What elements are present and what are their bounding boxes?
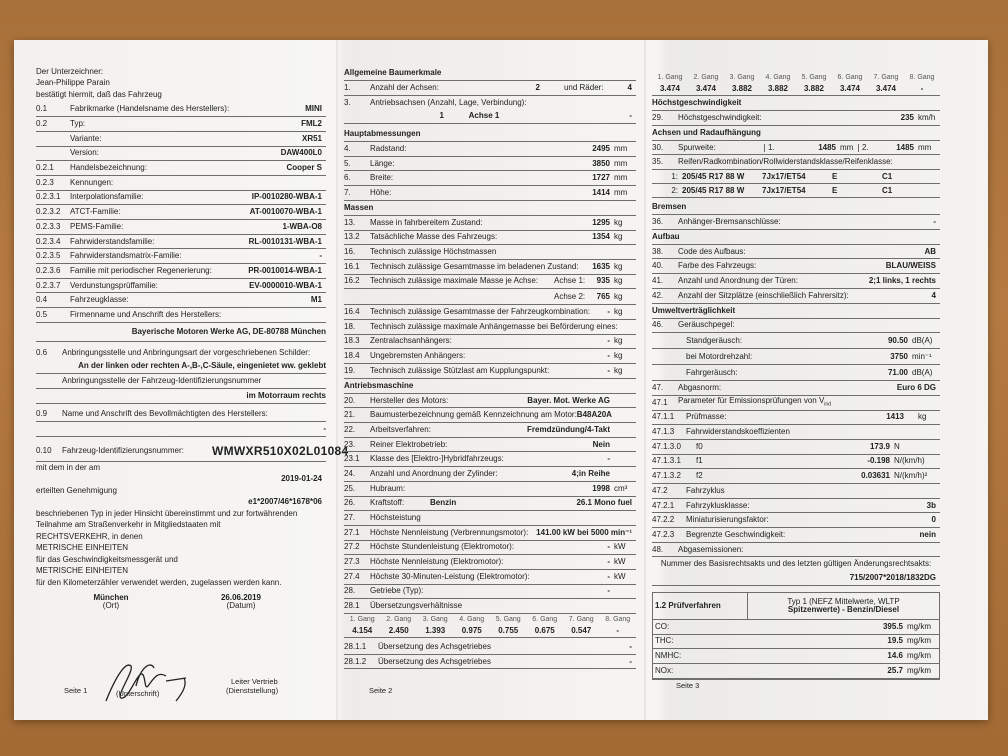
noise-row: Standgeräusch: 90.50 dB(A) (652, 333, 940, 349)
page1-rows (36, 103, 326, 323)
approval-value: e1*2007/46*1678*06 (248, 497, 322, 507)
table-row: 24. Anzahl und Anordnung der Zylinder: 4;in Reihe (344, 467, 636, 482)
sign-date-value: 26.06.2019 (220, 593, 262, 603)
row-36: 36. Anhänger-Bremsanschlüsse: - (652, 215, 940, 230)
power-rows (344, 541, 636, 614)
mass-rows (344, 216, 636, 275)
section-heading: Antriebsmaschine (344, 379, 636, 394)
row-47: 47. Abgasnorm: Euro 6 DG (652, 381, 940, 396)
table-row: 18.3 Zentralachsanhängers: - kg (344, 335, 636, 350)
place-value: München (93, 593, 129, 603)
gear-labels (344, 614, 636, 625)
gear-value: 4.154 (352, 626, 373, 635)
body-rows (652, 245, 940, 304)
intro-line: Jean-Philippe Parain (36, 78, 110, 88)
gear-label: 6. Gang (532, 616, 558, 623)
emissions-rows (653, 620, 939, 679)
table-row: 13. Masse in fahrbereitem Zustand: 1295 kg (344, 216, 636, 231)
text-line: beschriebenen Typ in jeder Hinsicht übereinstimmt und zur fortwährenden (36, 508, 298, 518)
row-16-2: 16.2 Technisch zulässige maximale Masse je Achse: Achse 1: 935 kg (344, 275, 636, 290)
section-heading: Hauptabmessungen (344, 127, 636, 142)
table-row: 13.2 Tatsächliche Masse des Fahrzeugs: 1354 kg (344, 231, 636, 246)
table-row: 21. Baumusterbezeichnung gemäß Kennzeichnung am Motor: B48A20A (344, 408, 636, 423)
row-35: 35. Reifen/Radkombination/Rollwiderstandsklasse/Reifenklasse: (652, 155, 940, 170)
row-46: 46. Geräuschpegel: (652, 319, 940, 334)
page-2 (344, 66, 636, 669)
table-row: 0.2.3.4 Fahrwiderstandsfamilie: RL-0010131-WBA-1 (36, 235, 326, 250)
row-16-2-axle2: Achse 2: 765 kg (344, 289, 636, 305)
emission-row: NOx: 25.7 mg/km (653, 664, 939, 679)
table-row: 47.2.2 Miniaturisierungsfaktor: 0 (652, 513, 940, 528)
test-type-line-2: Spitzenwerte) - Benzin/Diesel (787, 604, 900, 614)
table-row: 47.1.3.1 f1 -0.198 N/(km/h) (652, 455, 940, 470)
gear-label: 8. Gang (605, 616, 631, 623)
emissions-header (653, 593, 939, 620)
table-row: 18. Technisch zulässige maximale Anhängemasse bei Beförderung eines: (344, 320, 636, 335)
row-0-6: 0.6 Anbringungsstelle und Anbringungsart der vorgeschriebenen Schilder: (36, 347, 311, 357)
noise-row: bei Motordrehzahl: 3750 min⁻¹ (652, 349, 940, 365)
table-row: 0.2.3.2 ATCT-Familie: AT-0010070-WBA-1 (36, 205, 326, 220)
table-row: 28. Getriebe (Typ): - (344, 585, 636, 600)
page-3 (652, 72, 940, 680)
row-29: 29. Höchstgeschwindigkeit: 235 km/h (652, 111, 940, 126)
gear-values (344, 625, 636, 638)
table-row: 0.2.3.7 Verdunstungsprüffamilie: EV-0000010-WBA-1 (36, 279, 326, 294)
representative-value: - (36, 422, 326, 437)
row-28-1-2: 28.1.2 Übersetzung des Achsgetriebes - (344, 655, 636, 670)
section-heading: Allgemeine Baumerkmale (344, 66, 636, 81)
table-row: 0.2.3.5 Fahrwiderstandsmatrix-Familie: - (36, 249, 326, 264)
gear-value: 2.450 (388, 626, 409, 635)
vin-location-row: Anbringungsstelle der Fahrzeug-Identifizierungsnummer (36, 374, 326, 389)
table-row: 19. Technisch zulässige Stützlast am Kupplungspunkt: - kg (344, 364, 636, 379)
sign-date-label: (Datum) (226, 601, 256, 611)
date-label: mit dem in der am (36, 462, 101, 472)
gear-label: 5. Gang (495, 616, 521, 623)
position-value: Leiter Vertrieb (231, 677, 278, 686)
gear-label: 3. Gang (729, 74, 755, 81)
section-heading: Umweltverträglichkeit (652, 304, 940, 319)
row-28-1-1: 28.1.1 Übersetzung des Achsgetriebes - (344, 640, 636, 655)
gear-value: 0.547 (571, 626, 592, 635)
section-heading: Aufbau (652, 230, 940, 245)
row-0-10: 0.10 Fahrzeug-Identifizierungsnummer: WMWXR510X02L01084 (36, 441, 326, 462)
gear-label: 7. Gang (873, 74, 899, 81)
table-row: 16.1 Technisch zulässige Gesamtmasse im beladenen Zustand: 1635 kg (344, 260, 636, 275)
table-row: 23. Reiner Elektrobetrieb: Nein (344, 438, 636, 453)
text-line: RECHTSVERKEHR, in denen (36, 531, 143, 541)
gear-value: 3.474 (695, 84, 717, 93)
row-3: 3. Antriebsachsen (Anzahl, Lage, Verbindung): (344, 97, 527, 107)
page-number: Seite 2 (369, 686, 393, 695)
section-heading: Achsen und Radaufhängung (652, 126, 940, 141)
table-row: 0.2.1 Handelsbezeichnung: Cooper S (36, 161, 326, 176)
text-line: für den Kilometerzähler verwendet werden, zugelassen werden kann. (36, 577, 282, 587)
table-row: 23.1 Klasse des [Elektro-]Hybridfahrzeugs: - (344, 452, 636, 467)
page-number: Seite 1 (64, 686, 88, 695)
plate-location-value: An der linken oder rechten A-,B-,C-Säule, eingenietet ww. geklebt (36, 360, 326, 375)
approval-label: erteilten Genehmigung (36, 485, 117, 495)
gear-label: 3. Gang (422, 616, 448, 623)
row-48: 48. Abgasemissionen: (652, 543, 940, 558)
tyre-rows (652, 170, 940, 198)
legal-act-value: 715/2007*2018/1832DG (652, 571, 940, 586)
gear-label: 1. Gang (657, 74, 683, 81)
gear-value: 3.882 (731, 84, 753, 93)
row-27: 27. Höchsteistung (344, 511, 636, 526)
dims-rows (344, 142, 636, 201)
table-row: 20. Hersteller des Motors: Bayer. Mot. Werke AG (344, 394, 636, 409)
row-1: 1. Anzahl der Achsen: 2 und Räder: 4 (344, 81, 636, 96)
place-label: (Ort) (102, 601, 120, 611)
table-row: 47.2.3 Begrenzte Geschwindigkeit: nein (652, 528, 940, 543)
gear-value: 0.755 (498, 626, 519, 635)
intro-line: bestätigt hiermit, daß das Fahrzeug (36, 89, 162, 99)
coeff-rows (652, 440, 940, 484)
test-type-line-1: Typ 1 (NEFZ Mittelwerte, WLTP (787, 596, 900, 606)
test-procedure-label: 1.2 Prüfverfahren (653, 593, 748, 619)
table-row: 0.2.3.6 Familie mit periodischer Regenerierung: PR-0010014-WBA-1 (36, 264, 326, 279)
gear-value: 1.393 (425, 626, 446, 635)
gear-values (652, 83, 940, 96)
table-row: 5. Länge: 3850 mm (344, 157, 636, 172)
gear-label: 2. Gang (386, 616, 412, 623)
gear-value: 3.474 (839, 84, 861, 93)
table-row: 47.2.1 Fahrzyklusklasse: 3b (652, 499, 940, 514)
row-27-1: 27.1 Höchste Nennleistung (Verbrennungsmotor): 141.00 kW bei 5000 min⁻¹ (344, 526, 636, 541)
gear-label: 7. Gang (568, 616, 594, 623)
vin-location-value: im Motorraum rechts (36, 389, 326, 404)
intro-line: Der Unterzeichner: (36, 66, 104, 76)
row-30: 30. Spurweite: 1. 1485 mm 2. 1485 mm (652, 141, 940, 156)
text-line: Teilnahme am Straßenverkehr in Mitgliedstaaten mit (36, 520, 221, 530)
emission-row: NMHC: 14.6 mg/km (653, 649, 939, 664)
mass2-rows (344, 305, 636, 378)
table-row: 28.1 Übersetzungsverhältnisse (344, 599, 636, 614)
vin-value: WMWXR510X02L01084 (212, 443, 349, 458)
table-row: 22. Arbeitsverfahren: Fremdzündung/4-Takt (344, 423, 636, 438)
row-0-9: 0.9 Name und Anschrift des Bevollmächtigten des Herstellers: (36, 408, 326, 423)
emissions-table (652, 592, 940, 680)
table-row: 6. Breite: 1727 mm (344, 171, 636, 186)
signature-image (96, 656, 206, 711)
text-line: für das Geschwindigkeitsmessgerät und (36, 554, 178, 564)
gear-label: 4. Gang (765, 74, 791, 81)
section-heading: Massen (344, 201, 636, 216)
emission-row: CO: 395.5 mg/km (653, 620, 939, 635)
gear-value: 3.474 (875, 84, 897, 93)
gear-value: - (616, 626, 620, 635)
table-row: 16.4 Technisch zulässige Gesamtmasse der Fahrzeugkombination: - kg (344, 305, 636, 320)
text-line: METRISCHE EINHEITEN (36, 566, 129, 576)
gear-label: 4. Gang (459, 616, 485, 623)
table-row: 0.2 Typ: FML2 (36, 117, 326, 132)
gear-value: 3.474 (659, 84, 681, 93)
gear-label: 6. Gang (837, 74, 863, 81)
table-row: 0.2.3 Kennungen: (36, 176, 326, 191)
table-row: 0.1 Fabrikmarke (Handelsname des Herstellers): MINI (36, 103, 326, 118)
gear-value: - (920, 84, 924, 93)
table-row: 16. Technisch zulässige Höchstmassen (344, 245, 636, 260)
gear-value: 3.882 (767, 84, 789, 93)
row-3-values: 1 Achse 1 - (344, 109, 636, 124)
row-26: 26. Kraftstoff: Benzin 26.1 Mono fuel (344, 497, 636, 512)
table-row: 0.2.3.3 PEMS-Familie: 1-WBA-O8 (36, 220, 326, 235)
page-number: Seite 3 (676, 681, 700, 690)
tyre-row: 2: 205/45 R17 88 W 7Jx17/ET54 E C1 (652, 184, 940, 198)
table-row: 4. Radstand: 2495 mm (344, 142, 636, 157)
gear-value: 0.675 (534, 626, 555, 635)
gear-value: 0.975 (461, 626, 482, 635)
tyre-row: 1: 205/45 R17 88 W 7Jx17/ET54 E C1 (652, 170, 940, 184)
section-heading: Bremsen (652, 200, 940, 215)
engine-rows (344, 394, 636, 497)
table-row: 0.5 Firmenname und Anschrift des Herstellers: (36, 308, 326, 323)
legal-act-label: Nummer des Basisrechtsakts und des letzten gültigen Änderungsrechtsakts: (660, 559, 932, 569)
table-row: 41. Anzahl und Anordnung der Türen: 2;1 links, 1 rechts (652, 274, 940, 289)
table-row: 25. Hubraum: 1998 cm³ (344, 482, 636, 497)
table-row: 7. Höhe: 1414 mm (344, 186, 636, 201)
cycle-rows (652, 484, 940, 543)
row-47-1-3: 47.1.3 Fahrwiderstandskoeffizienten (652, 425, 940, 440)
document-sheet (14, 40, 988, 720)
manufacturer-value: Bayerische Motoren Werke AG, DE-80788 München (36, 323, 326, 342)
noise-row: Fahrgeräusch: 71.00 dB(A) (652, 365, 940, 381)
date-value: 2019-01-24 (281, 474, 322, 484)
signature-label: (Unterschrift) (116, 689, 160, 698)
text-line: METRISCHE EINHEITEN (36, 543, 129, 553)
fold-line (644, 40, 646, 720)
noise-rows (652, 333, 940, 381)
gear-value: 3.882 (803, 84, 825, 93)
position-label: (Dienststellung) (226, 686, 279, 695)
conformity-text (36, 508, 326, 589)
emission-row: THC: 19.5 mg/km (653, 635, 939, 650)
table-row: 42. Anzahl der Sitzplätze (einschließlich Fahrersitz): 4 (652, 289, 940, 304)
table-row: 47.1.3.2 f2 0.03631 N/(km/h)² (652, 469, 940, 484)
row-47-1: 47.1 Parameter für Emissionsprüfungen von $V_{ind}$ (652, 396, 940, 411)
table-row: 38. Code des Aufbaus: AB (652, 245, 940, 260)
table-row: 40. Farbe des Fahrzeugs: BLAU/WEISS (652, 259, 940, 274)
gear-label: 2. Gang (693, 74, 719, 81)
table-row: Version: DAW400L0 (36, 147, 326, 162)
table-row: 0.2.3.1 Interpolationsfamilie: IP-0010280-WBA-1 (36, 191, 326, 206)
table-row: Variante: XR51 (36, 132, 326, 147)
table-row: 27.2 Höchste Stundenleistung (Elektromotor): - kW (344, 541, 636, 556)
fold-line (336, 40, 338, 720)
table-row: 27.4 Höchste 30-Minuten-Leistung (Elektromotor): - kW (344, 570, 636, 585)
table-row: 0.4 Fahrzeugklasse: M1 (36, 293, 326, 308)
gear-label: 8. Gang (909, 74, 935, 81)
table-row: 47.1.3.0 f0 173.9 N (652, 440, 940, 455)
row-47-1-1: 47.1.1 Prüfmasse: 1413 kg (652, 411, 940, 426)
place-date-block (36, 594, 326, 610)
gear-label: 5. Gang (801, 74, 827, 81)
table-row: 27.3 Höchste Nennleistung (Elektromotor): - kW (344, 555, 636, 570)
table-row: 47.2 Fahrzyklus (652, 484, 940, 499)
table-row: 18.4 Ungebremsten Anhängers: - kg (344, 349, 636, 364)
section-heading: Höchstgeschwindigkeit (652, 96, 940, 111)
gear-labels (652, 72, 940, 83)
gear-label: 1. Gang (349, 616, 375, 623)
